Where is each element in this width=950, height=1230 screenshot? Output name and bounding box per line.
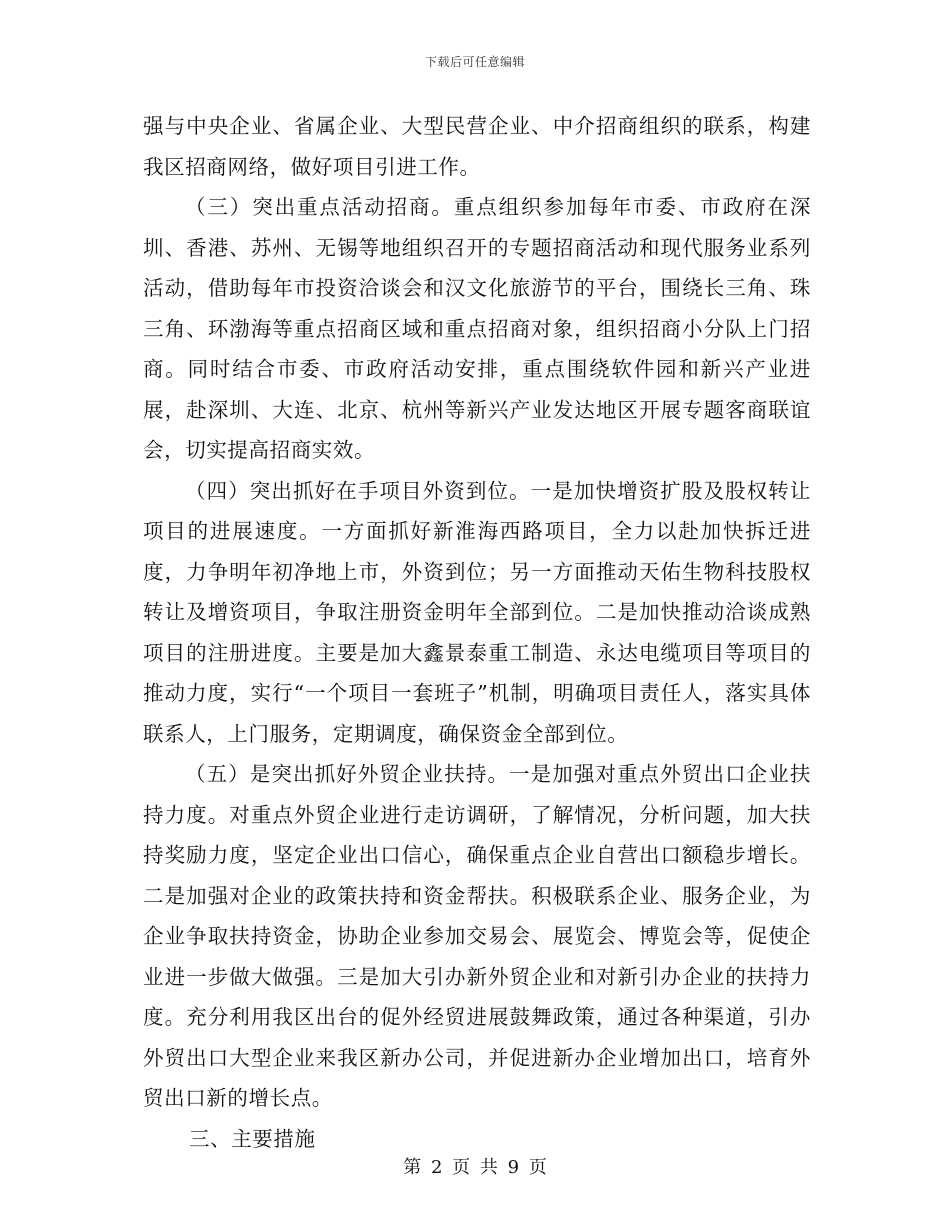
- paragraph-section-4: （四）突出抓好在手项目外资到位。一是加快增资扩股及股权转让项目的进展速度。一方面抓好新淮海西路项目，全力以赴加快拆迁进度，力争明年初净地上市，外资到位；另一方面推动天佑生物科技股权转让及增资项目，争取注册资金明年全部到位。二是加快推动洽谈成熟项目的注册进度。主要是加大鑫景泰重工制造、永达电缆项目等项目的推动力度，实行“一个项目一套班子”机制，明确项目责任人，落实具体联系人，上门服务，定期调度，确保资金全部到位。: [143, 478, 811, 746]
- document-body: [143, 106, 811, 1159]
- paragraph-section-3: （三）突出重点活动招商。重点组织参加每年市委、市政府在深圳、香港、苏州、无锡等地组织召开的专题招商活动和现代服务业系列活动，借助每年市投资洽谈会和汉文化旅游节的平台，围绕长三角、珠三角、环渤海等重点招商区域和重点招商对象，组织招商小分队上门招商。同时结合市委、市政府活动安排，重点围绕软件园和新兴产业进展，赴深圳、大连、北京、杭州等新兴产业发达地区开展专题客商联谊会，切实提高招商实效。: [143, 195, 811, 462]
- paragraph-continuation: 强与中央企业、省属企业、大型民营企业、中介招商组织的联系，构建我区招商网络，做好项目引进工作。: [143, 114, 811, 179]
- page-header-note: 下载后可任意编辑: [424, 55, 525, 69]
- section-heading-main-measures: 三、主要措施: [189, 1126, 316, 1151]
- page-number: 第 2 页 共 9 页: [403, 1157, 547, 1178]
- paragraph-section-5: （五）是突出抓好外贸企业扶持。一是加强对重点外贸出口企业扶持力度。对重点外贸企业进行走访调研，了解情况，分析问题，加大扶持奖励力度，坚定企业出口信心，确保重点企业自营出口额稳步增长。二是加强对企业的政策扶持和资金帮扶。积极联系企业、服务企业，为企业争取扶持资金，协助企业参加交易会、展览会、博览会等，促使企业进一步做大做强。三是加大引办新外贸企业和对新引办企业的扶持力度。充分利用我区出台的促外经贸进展鼓舞政策，通过各种渠道，引办外贸出口大型企业来我区新办公司，并促进新办企业增加出口，培育外贸出口新的增长点。: [143, 762, 811, 1110]
